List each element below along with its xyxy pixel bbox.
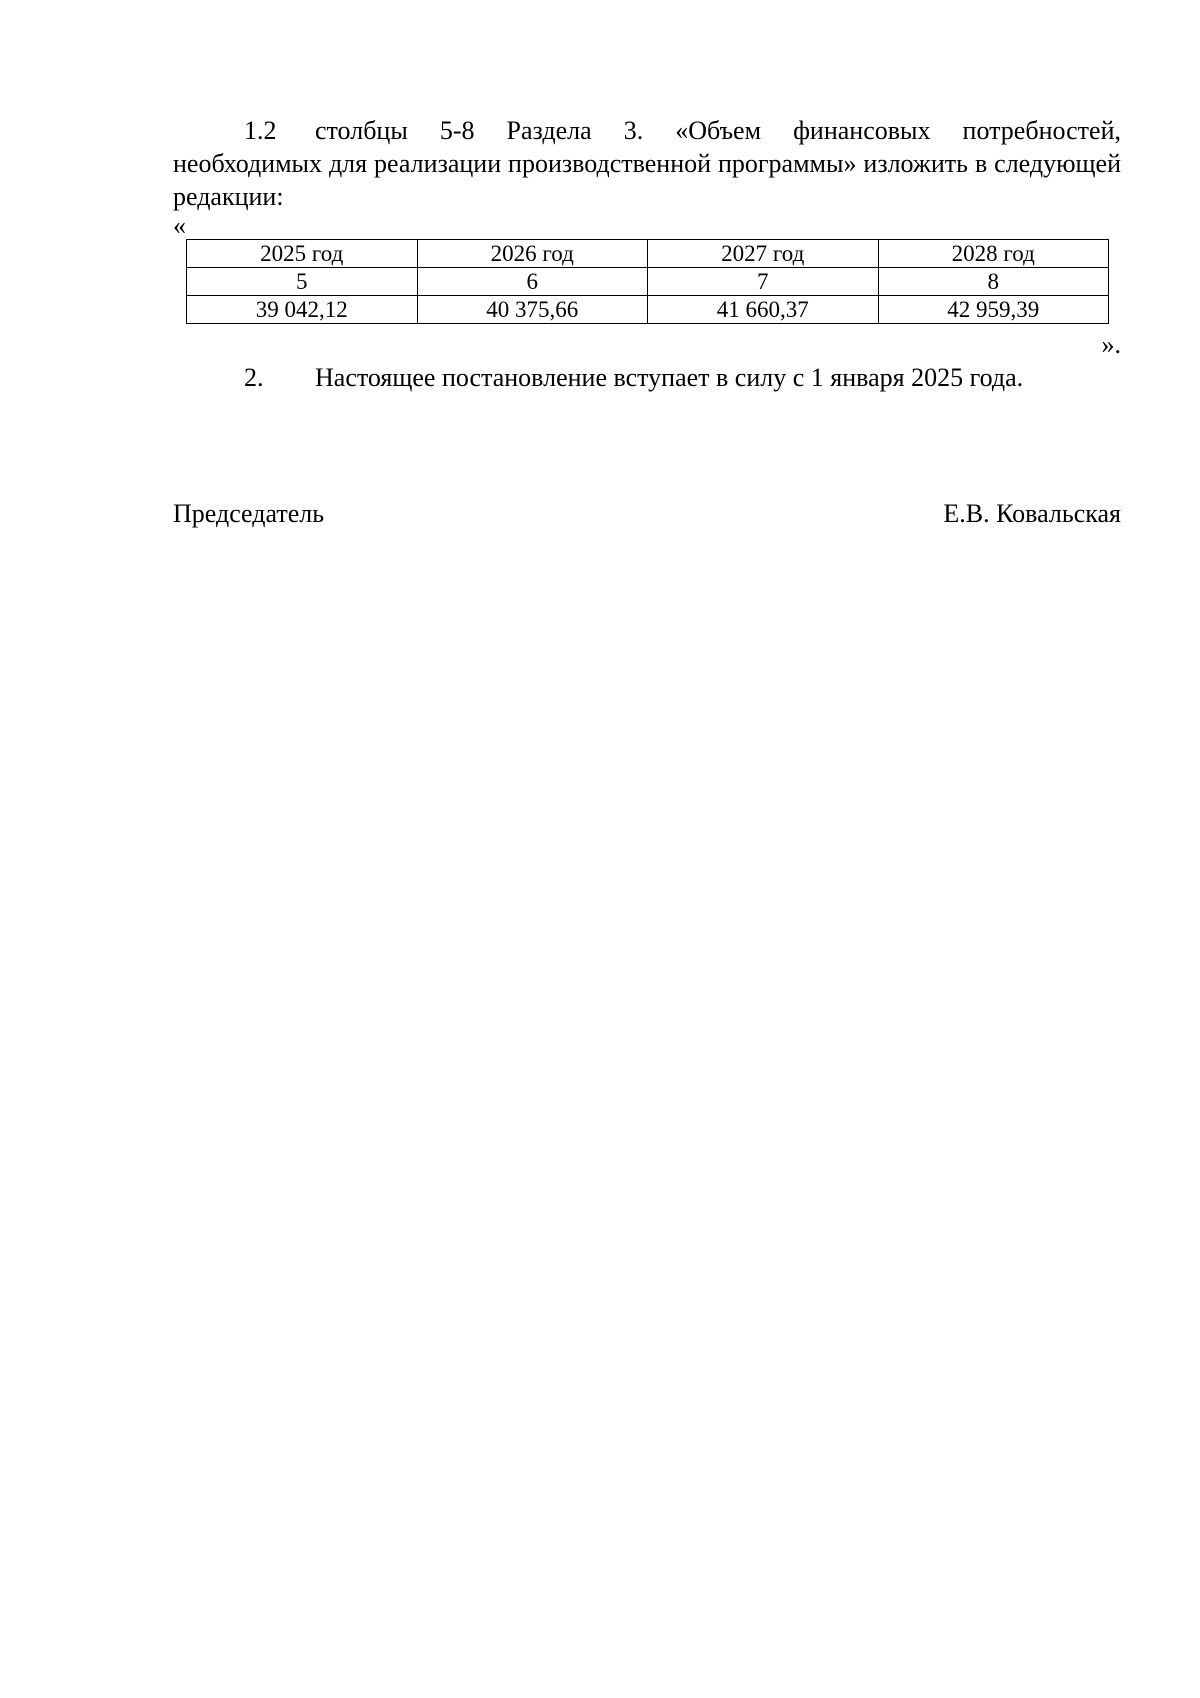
signatory-title: Председатель [173,499,325,528]
financial-needs-table [186,239,1109,324]
table-column-number-cell: 8 [878,268,1109,296]
closing-quote: ». [1101,330,1121,359]
table-header-cell: 2027 год [648,240,879,268]
table-header-cell: 2028 год [878,240,1109,268]
signature-block [173,497,1121,530]
signatory-name: Е.В. Ковальская [943,499,1121,528]
opening-quote: « [173,211,186,240]
paragraph-1-text: столбцы 5-8 Раздела 3. «Объем финансовых потребностей, необходимых для реализации производственной программы» изложить в следующей редакции: [173,116,1121,211]
document-body [173,114,1121,394]
table-header-cell: 2025 год [187,240,418,268]
paragraph-2-number: 2. [244,363,264,392]
table-column-number-cell: 7 [648,268,879,296]
table-value-cell: 42 959,39 [878,296,1109,324]
paragraph-1-number: 1.2 [244,116,277,145]
table-header-cell: 2026 год [417,240,648,268]
paragraph-2-text: Настоящее постановление вступает в силу с 1 января 2025 года. [315,363,1024,392]
table-value-cell: 40 375,66 [417,296,648,324]
table-header-row [187,240,1109,268]
table-value-row [187,296,1109,324]
paragraph-2 [173,361,1121,394]
table-column-number-row [187,268,1109,296]
paragraph-1 [173,114,1121,213]
table-value-cell: 39 042,12 [187,296,418,324]
table-value-cell: 41 660,37 [648,296,879,324]
table-column-number-cell: 5 [187,268,418,296]
table-column-number-cell: 6 [417,268,648,296]
